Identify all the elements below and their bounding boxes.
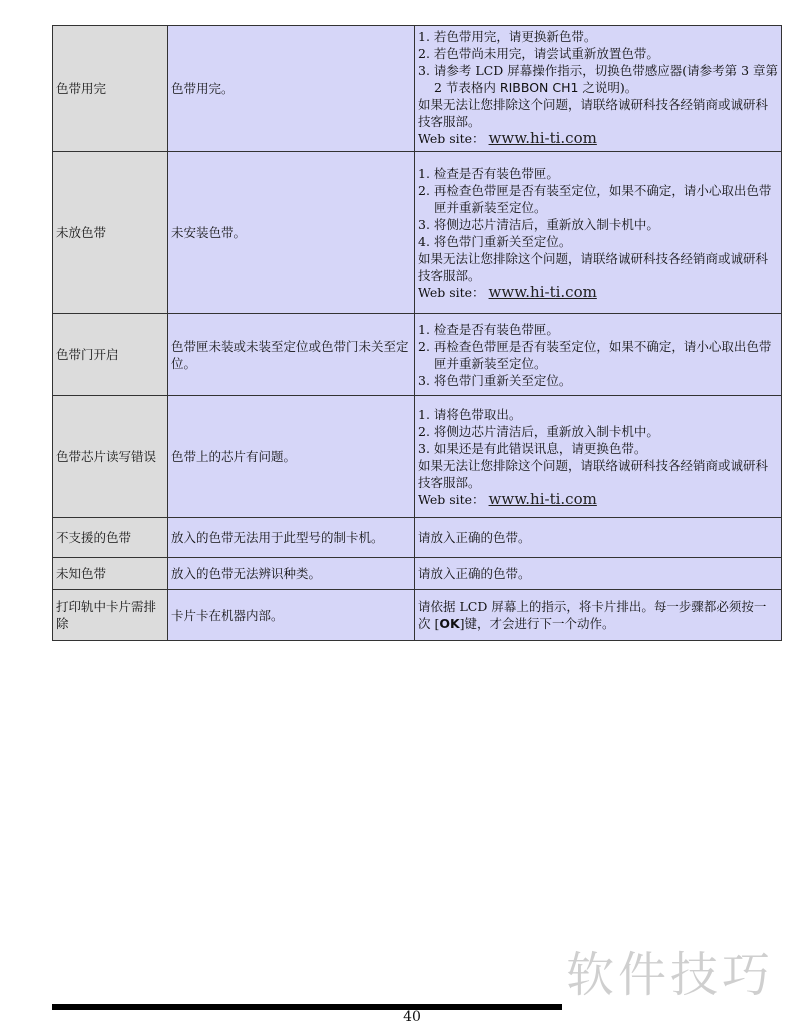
- solution-text: 请依据 LCD 屏幕上的指示，将卡片排出。每一步骤都必须按一次 [: [418, 599, 767, 631]
- solution-cell: [415, 396, 782, 518]
- table-row: [53, 518, 782, 558]
- website-label: Web site：: [418, 131, 485, 146]
- condition-cell: 未放色带: [53, 152, 168, 314]
- table-row: [53, 152, 782, 314]
- footer-rule: [52, 1004, 562, 1010]
- solution-cell: [415, 590, 782, 641]
- page-number: 40: [403, 1009, 421, 1025]
- cause-cell: 放入的色带无法用于此型号的制卡机。: [168, 518, 415, 558]
- website-line: [418, 284, 778, 301]
- solution-step: 3. 如果还是有此错误讯息，请更换色带。: [418, 440, 647, 456]
- solution-step: 1. 请将色带取出。: [418, 406, 522, 422]
- watermark: 软件技巧: [566, 947, 775, 1003]
- solution-cell: [415, 314, 782, 396]
- solution-cell: [415, 152, 782, 314]
- contact-note: 如果无法让您排除这个问题，请联络诚研科技各经销商或诚研科技客服部。: [418, 97, 769, 129]
- condition-cell: 未知色带: [53, 558, 168, 590]
- solution-step: 1. 检查是否有装色带匣。: [418, 165, 559, 181]
- condition-cell: 色带门开启: [53, 314, 168, 396]
- solution-step: 3. 将色带门重新关至定位。: [418, 372, 572, 388]
- website-link[interactable]: www.hi-ti.com: [488, 129, 597, 147]
- cause-cell: 色带匣未装或未装至定位或色带门未关至定位。: [168, 314, 415, 396]
- table-row: [53, 590, 782, 641]
- cause-cell: 未安装色带。: [168, 152, 415, 314]
- cause-cell: 色带上的芯片有问题。: [168, 396, 415, 518]
- condition-cell: 色带用完: [53, 26, 168, 152]
- website-label: Web site：: [418, 491, 485, 507]
- step-text: 之说明)。: [578, 80, 638, 95]
- solution-step: 2. 若色带尚未用完，请尝试重新放置色带。: [418, 46, 659, 61]
- contact-note: 如果无法让您排除这个问题，请联络诚研科技各经销商或诚研科技客服部。: [418, 250, 769, 283]
- cause-cell: 色带用完。: [168, 26, 415, 152]
- website-line: [418, 491, 778, 508]
- ribbon-model-text: RIBBON CH1: [499, 80, 579, 95]
- solution-step: 1. 若色带用完，请更换新色带。: [418, 29, 597, 44]
- cause-cell: 卡片卡在机器内部。: [168, 590, 415, 641]
- solution-step: [418, 62, 778, 96]
- solution-step: 3. 将侧边芯片清洁后，重新放入制卡机中。: [418, 216, 659, 232]
- solution-cell: 请放入正确的色带。: [415, 558, 782, 590]
- solution-step: 2. 再检查色带匣是否有装至定位，如果不确定，请小心取出色带匣并重新装至定位。: [418, 338, 772, 371]
- website-link[interactable]: www.hi-ti.com: [488, 282, 597, 301]
- condition-cell: 打印轨中卡片需排除: [53, 590, 168, 641]
- website-line: [418, 130, 778, 147]
- website-label: Web site：: [418, 284, 485, 300]
- solution-step: 2. 将侧边芯片清洁后，重新放入制卡机中。: [418, 423, 659, 439]
- condition-cell: 不支援的色带: [53, 518, 168, 558]
- condition-cell: 色带芯片读写错误: [53, 396, 168, 518]
- solution-step: 4. 将色带门重新关至定位。: [418, 233, 572, 249]
- solution-cell: [415, 26, 782, 152]
- table-row: [53, 396, 782, 518]
- website-link[interactable]: www.hi-ti.com: [488, 489, 597, 508]
- solution-text: ]键，才会进行下一个动作。: [459, 616, 615, 631]
- table-row: [53, 314, 782, 396]
- error-table: [52, 25, 782, 641]
- ok-key-label: OK: [439, 616, 460, 631]
- cause-cell: 放入的色带无法辨识种类。: [168, 558, 415, 590]
- table-row: [53, 26, 782, 152]
- step-text: 3. 请参考 LCD 屏幕操作指示，切换色带感应器(请参考第 3 章第 2 节表格内: [418, 63, 779, 95]
- solution-step: 2. 再检查色带匣是否有装至定位，如果不确定，请小心取出色带匣并重新装至定位。: [418, 182, 772, 215]
- solution-cell: 请放入正确的色带。: [415, 518, 782, 558]
- contact-note: 如果无法让您排除这个问题，请联络诚研科技各经销商或诚研科技客服部。: [418, 457, 769, 490]
- solution-step: 1. 检查是否有装色带匣。: [418, 321, 559, 337]
- table-row: [53, 558, 782, 590]
